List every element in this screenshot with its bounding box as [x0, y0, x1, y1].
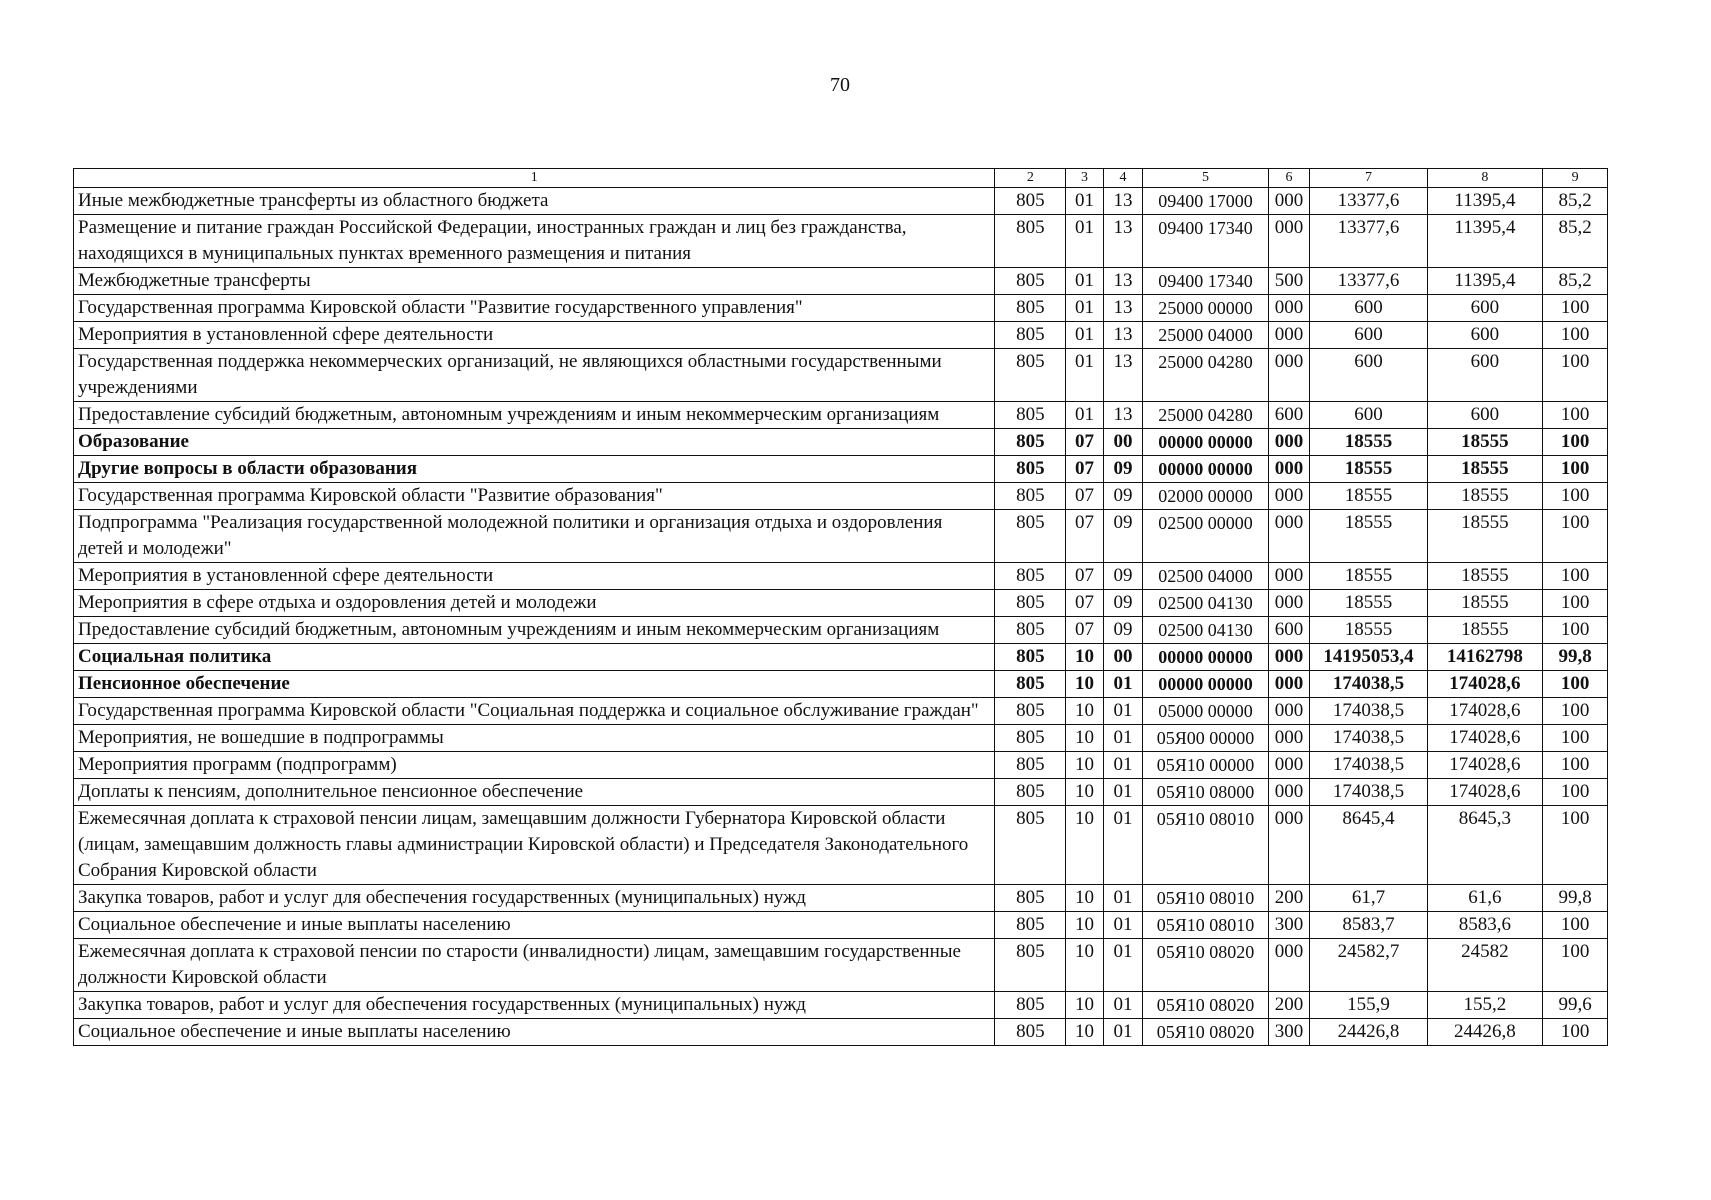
ministry-code: 805: [995, 671, 1066, 698]
expense-type-code: 000: [1268, 806, 1310, 885]
execution-percent: 100: [1543, 1019, 1608, 1046]
target-article-code: 05Я10 08010: [1143, 885, 1269, 912]
column-number: 6: [1268, 169, 1310, 188]
table-row: [74, 992, 1608, 1019]
target-article-code: 05Я10 08010: [1143, 912, 1269, 939]
planned-amount: 24426,8: [1310, 1019, 1427, 1046]
section-code: 07: [1066, 483, 1103, 510]
target-article-code: 05000 00000: [1143, 698, 1269, 725]
executed-amount: 174028,6: [1427, 779, 1542, 806]
execution-percent: 100: [1543, 779, 1608, 806]
ministry-code: 805: [995, 1019, 1066, 1046]
table-row: [74, 349, 1608, 402]
target-article-code: 05Я10 08000: [1143, 779, 1269, 806]
column-number: 5: [1143, 169, 1269, 188]
ministry-code: 805: [995, 912, 1066, 939]
target-article-code: 25000 00000: [1143, 295, 1269, 322]
planned-amount: 174038,5: [1310, 779, 1427, 806]
execution-percent: 100: [1543, 590, 1608, 617]
ministry-code: 805: [995, 885, 1066, 912]
target-article-code: 25000 04000: [1143, 322, 1269, 349]
subsection-code: 13: [1103, 215, 1142, 268]
page-number: 70: [830, 74, 850, 96]
expense-type-code: 000: [1268, 188, 1310, 215]
section-code: 07: [1066, 510, 1103, 563]
expense-type-code: 500: [1268, 268, 1310, 295]
executed-amount: 11395,4: [1427, 268, 1542, 295]
execution-percent: 100: [1543, 456, 1608, 483]
expense-type-code: 000: [1268, 563, 1310, 590]
ministry-code: 805: [995, 725, 1066, 752]
section-code: 01: [1066, 349, 1103, 402]
table-row: [74, 644, 1608, 671]
column-number: 3: [1066, 169, 1103, 188]
expense-type-code: 000: [1268, 483, 1310, 510]
expense-type-code: 000: [1268, 295, 1310, 322]
section-code: 10: [1066, 698, 1103, 725]
table-row: [74, 295, 1608, 322]
target-article-code: 05Я10 08010: [1143, 806, 1269, 885]
target-article-code: 02000 00000: [1143, 483, 1269, 510]
executed-amount: 18555: [1427, 510, 1542, 563]
subsection-code: 13: [1103, 402, 1142, 429]
column-number: 7: [1310, 169, 1427, 188]
section-code: 10: [1066, 1019, 1103, 1046]
subsection-code: 09: [1103, 483, 1142, 510]
table-row: [74, 885, 1608, 912]
subsection-code: 01: [1103, 806, 1142, 885]
planned-amount: 13377,6: [1310, 268, 1427, 295]
execution-percent: 100: [1543, 698, 1608, 725]
execution-percent: 100: [1543, 349, 1608, 402]
planned-amount: 600: [1310, 402, 1427, 429]
subsection-code: 00: [1103, 429, 1142, 456]
item-name: Государственная программа Кировской области "Развитие государственного управления": [74, 295, 995, 322]
item-name: Иные межбюджетные трансферты из областного бюджета: [74, 188, 995, 215]
subsection-code: 09: [1103, 617, 1142, 644]
executed-amount: 24582: [1427, 939, 1542, 992]
executed-amount: 174028,6: [1427, 671, 1542, 698]
subsection-code: 09: [1103, 563, 1142, 590]
ministry-code: 805: [995, 752, 1066, 779]
section-code: 07: [1066, 429, 1103, 456]
expense-type-code: 000: [1268, 752, 1310, 779]
item-name: Межбюджетные трансферты: [74, 268, 995, 295]
target-article-code: 00000 00000: [1143, 456, 1269, 483]
executed-amount: 11395,4: [1427, 188, 1542, 215]
target-article-code: 02500 00000: [1143, 510, 1269, 563]
ministry-code: 805: [995, 779, 1066, 806]
target-article-code: 05Я10 08020: [1143, 1019, 1269, 1046]
planned-amount: 8583,7: [1310, 912, 1427, 939]
subsection-code: 09: [1103, 456, 1142, 483]
item-name: Размещение и питание граждан Российской Федерации, иностранных граждан и лиц без гражданства, находящихся в муниципальных пунктах временного размещения и питания: [74, 215, 995, 268]
planned-amount: 24582,7: [1310, 939, 1427, 992]
section-code: 10: [1066, 939, 1103, 992]
subsection-code: 01: [1103, 671, 1142, 698]
subsection-code: 09: [1103, 590, 1142, 617]
section-code: 01: [1066, 188, 1103, 215]
table-row: [74, 779, 1608, 806]
item-name: Социальное обеспечение и иные выплаты населению: [74, 912, 995, 939]
execution-percent: 100: [1543, 725, 1608, 752]
executed-amount: 11395,4: [1427, 215, 1542, 268]
table-row: [74, 617, 1608, 644]
planned-amount: 174038,5: [1310, 752, 1427, 779]
target-article-code: 05Я00 00000: [1143, 725, 1269, 752]
item-name: Закупка товаров, работ и услуг для обеспечения государственных (муниципальных) нужд: [74, 885, 995, 912]
subsection-code: 13: [1103, 322, 1142, 349]
execution-percent: 100: [1543, 322, 1608, 349]
subsection-code: 13: [1103, 295, 1142, 322]
target-article-code: 05Я10 08020: [1143, 992, 1269, 1019]
execution-percent: 85,2: [1543, 268, 1608, 295]
execution-percent: 99,8: [1543, 644, 1608, 671]
execution-percent: 100: [1543, 912, 1608, 939]
item-name: Пенсионное обеспечение: [74, 671, 995, 698]
planned-amount: 174038,5: [1310, 698, 1427, 725]
item-name: Предоставление субсидий бюджетным, автономным учреждениям и иным некоммерческим организациям: [74, 402, 995, 429]
subsection-code: 13: [1103, 188, 1142, 215]
planned-amount: 18555: [1310, 429, 1427, 456]
item-name: Мероприятия в сфере отдыха и оздоровления детей и молодежи: [74, 590, 995, 617]
executed-amount: 61,6: [1427, 885, 1542, 912]
section-code: 10: [1066, 752, 1103, 779]
execution-percent: 100: [1543, 752, 1608, 779]
table-row: [74, 1019, 1608, 1046]
section-code: 10: [1066, 779, 1103, 806]
section-code: 07: [1066, 617, 1103, 644]
execution-percent: 100: [1543, 806, 1608, 885]
executed-amount: 18555: [1427, 590, 1542, 617]
table-row: [74, 912, 1608, 939]
item-name: Мероприятия в установленной сфере деятельности: [74, 322, 995, 349]
table-row: [74, 215, 1608, 268]
planned-amount: 61,7: [1310, 885, 1427, 912]
item-name: Социальное обеспечение и иные выплаты населению: [74, 1019, 995, 1046]
section-code: 10: [1066, 992, 1103, 1019]
ministry-code: 805: [995, 349, 1066, 402]
table-row: [74, 671, 1608, 698]
item-name: Социальная политика: [74, 644, 995, 671]
table-row: [74, 939, 1608, 992]
item-name: Ежемесячная доплата к страховой пенсии по старости (инвалидности) лицам, замещавшим государственные должности Кировской области: [74, 939, 995, 992]
section-code: 01: [1066, 215, 1103, 268]
executed-amount: 174028,6: [1427, 752, 1542, 779]
subsection-code: 13: [1103, 349, 1142, 402]
planned-amount: 600: [1310, 295, 1427, 322]
executed-amount: 174028,6: [1427, 698, 1542, 725]
target-article-code: 09400 17000: [1143, 188, 1269, 215]
execution-percent: 100: [1543, 429, 1608, 456]
executed-amount: 600: [1427, 349, 1542, 402]
item-name: Доплаты к пенсиям, дополнительное пенсионное обеспечение: [74, 779, 995, 806]
table-row: [74, 752, 1608, 779]
target-article-code: 09400 17340: [1143, 268, 1269, 295]
ministry-code: 805: [995, 563, 1066, 590]
execution-percent: 85,2: [1543, 188, 1608, 215]
table-row: [74, 402, 1608, 429]
table-row: [74, 268, 1608, 295]
ministry-code: 805: [995, 483, 1066, 510]
column-number: 2: [995, 169, 1066, 188]
expense-type-code: 000: [1268, 698, 1310, 725]
expense-type-code: 000: [1268, 510, 1310, 563]
table-row: [74, 563, 1608, 590]
table-row: [74, 698, 1608, 725]
target-article-code: 02500 04130: [1143, 617, 1269, 644]
planned-amount: 155,9: [1310, 992, 1427, 1019]
executed-amount: 8583,6: [1427, 912, 1542, 939]
executed-amount: 24426,8: [1427, 1019, 1542, 1046]
execution-percent: 100: [1543, 617, 1608, 644]
ministry-code: 805: [995, 188, 1066, 215]
executed-amount: 174028,6: [1427, 725, 1542, 752]
expense-type-code: 000: [1268, 779, 1310, 806]
ministry-code: 805: [995, 992, 1066, 1019]
subsection-code: 01: [1103, 752, 1142, 779]
ministry-code: 805: [995, 590, 1066, 617]
expense-type-code: 000: [1268, 322, 1310, 349]
planned-amount: 18555: [1310, 563, 1427, 590]
ministry-code: 805: [995, 322, 1066, 349]
target-article-code: 02500 04000: [1143, 563, 1269, 590]
planned-amount: 18555: [1310, 483, 1427, 510]
planned-amount: 174038,5: [1310, 725, 1427, 752]
item-name: Подпрограмма "Реализация государственной молодежной политики и организация отдыха и оздоровления детей и молодежи": [74, 510, 995, 563]
expense-type-code: 000: [1268, 215, 1310, 268]
section-code: 10: [1066, 912, 1103, 939]
table-row: [74, 725, 1608, 752]
column-number: 9: [1543, 169, 1608, 188]
column-number-row: [74, 169, 1608, 188]
ministry-code: 805: [995, 402, 1066, 429]
planned-amount: 18555: [1310, 617, 1427, 644]
ministry-code: 805: [995, 295, 1066, 322]
target-article-code: 09400 17340: [1143, 215, 1269, 268]
execution-percent: 100: [1543, 563, 1608, 590]
section-code: 07: [1066, 563, 1103, 590]
subsection-code: 13: [1103, 268, 1142, 295]
expense-type-code: 000: [1268, 644, 1310, 671]
section-code: 10: [1066, 885, 1103, 912]
executed-amount: 18555: [1427, 429, 1542, 456]
item-name: Ежемесячная доплата к страховой пенсии лицам, замещавшим должности Губернатора Кировской области (лицам, замещавшим должность главы администрации Кировской области) и Председателя Законодательного Собрания Кировской области: [74, 806, 995, 885]
target-article-code: 05Я10 00000: [1143, 752, 1269, 779]
planned-amount: 600: [1310, 322, 1427, 349]
ministry-code: 805: [995, 644, 1066, 671]
section-code: 10: [1066, 725, 1103, 752]
execution-percent: 100: [1543, 510, 1608, 563]
executed-amount: 155,2: [1427, 992, 1542, 1019]
subsection-code: 01: [1103, 779, 1142, 806]
executed-amount: 600: [1427, 402, 1542, 429]
target-article-code: 05Я10 08020: [1143, 939, 1269, 992]
item-name: Другие вопросы в области образования: [74, 456, 995, 483]
execution-percent: 100: [1543, 483, 1608, 510]
item-name: Мероприятия программ (подпрограмм): [74, 752, 995, 779]
expense-type-code: 300: [1268, 1019, 1310, 1046]
ministry-code: 805: [995, 806, 1066, 885]
item-name: Государственная программа Кировской области "Развитие образования": [74, 483, 995, 510]
expense-type-code: 000: [1268, 671, 1310, 698]
item-name: Мероприятия в установленной сфере деятельности: [74, 563, 995, 590]
item-name: Образование: [74, 429, 995, 456]
execution-percent: 85,2: [1543, 215, 1608, 268]
expense-type-code: 000: [1268, 725, 1310, 752]
target-article-code: 00000 00000: [1143, 644, 1269, 671]
planned-amount: 13377,6: [1310, 215, 1427, 268]
executed-amount: 14162798: [1427, 644, 1542, 671]
subsection-code: 01: [1103, 912, 1142, 939]
planned-amount: 18555: [1310, 456, 1427, 483]
section-code: 01: [1066, 322, 1103, 349]
table-row: [74, 456, 1608, 483]
expense-type-code: 600: [1268, 402, 1310, 429]
execution-percent: 99,8: [1543, 885, 1608, 912]
expense-type-code: 000: [1268, 349, 1310, 402]
column-number: 1: [74, 169, 995, 188]
subsection-code: 01: [1103, 885, 1142, 912]
item-name: Мероприятия, не вошедшие в подпрограммы: [74, 725, 995, 752]
execution-percent: 100: [1543, 295, 1608, 322]
column-number: 4: [1103, 169, 1142, 188]
section-code: 01: [1066, 402, 1103, 429]
ministry-code: 805: [995, 617, 1066, 644]
planned-amount: 8645,4: [1310, 806, 1427, 885]
expense-type-code: 300: [1268, 912, 1310, 939]
target-article-code: 00000 00000: [1143, 429, 1269, 456]
subsection-code: 01: [1103, 1019, 1142, 1046]
section-code: 10: [1066, 671, 1103, 698]
table-row: [74, 590, 1608, 617]
expense-type-code: 600: [1268, 617, 1310, 644]
column-number: 8: [1427, 169, 1542, 188]
executed-amount: 600: [1427, 295, 1542, 322]
executed-amount: 18555: [1427, 483, 1542, 510]
table-row: [74, 510, 1608, 563]
expense-type-code: 000: [1268, 590, 1310, 617]
subsection-code: 01: [1103, 992, 1142, 1019]
section-code: 10: [1066, 806, 1103, 885]
target-article-code: 25000 04280: [1143, 402, 1269, 429]
planned-amount: 14195053,4: [1310, 644, 1427, 671]
executed-amount: 18555: [1427, 563, 1542, 590]
planned-amount: 13377,6: [1310, 188, 1427, 215]
table-row: [74, 483, 1608, 510]
target-article-code: 25000 04280: [1143, 349, 1269, 402]
ministry-code: 805: [995, 510, 1066, 563]
planned-amount: 174038,5: [1310, 671, 1427, 698]
planned-amount: 600: [1310, 349, 1427, 402]
execution-percent: 99,6: [1543, 992, 1608, 1019]
expense-type-code: 200: [1268, 885, 1310, 912]
subsection-code: 09: [1103, 510, 1142, 563]
item-name: Предоставление субсидий бюджетным, автономным учреждениям и иным некоммерческим организациям: [74, 617, 995, 644]
section-code: 10: [1066, 644, 1103, 671]
subsection-code: 01: [1103, 698, 1142, 725]
subsection-code: 01: [1103, 725, 1142, 752]
table-row: [74, 429, 1608, 456]
table-row: [74, 188, 1608, 215]
section-code: 07: [1066, 590, 1103, 617]
item-name: Закупка товаров, работ и услуг для обеспечения государственных (муниципальных) нужд: [74, 992, 995, 1019]
section-code: 01: [1066, 295, 1103, 322]
ministry-code: 805: [995, 429, 1066, 456]
execution-percent: 100: [1543, 402, 1608, 429]
table-body: [74, 188, 1608, 1046]
table-row: [74, 806, 1608, 885]
budget-table: [73, 168, 1608, 1046]
executed-amount: 18555: [1427, 456, 1542, 483]
item-name: Государственная программа Кировской области "Социальная поддержка и социальное обслуживание граждан": [74, 698, 995, 725]
expense-type-code: 000: [1268, 939, 1310, 992]
subsection-code: 00: [1103, 644, 1142, 671]
expense-type-code: 000: [1268, 429, 1310, 456]
executed-amount: 600: [1427, 322, 1542, 349]
expense-type-code: 200: [1268, 992, 1310, 1019]
ministry-code: 805: [995, 698, 1066, 725]
ministry-code: 805: [995, 268, 1066, 295]
executed-amount: 8645,3: [1427, 806, 1542, 885]
ministry-code: 805: [995, 215, 1066, 268]
item-name: Государственная поддержка некоммерческих организаций, не являющихся областными государственными учреждениями: [74, 349, 995, 402]
planned-amount: 18555: [1310, 590, 1427, 617]
planned-amount: 18555: [1310, 510, 1427, 563]
execution-percent: 100: [1543, 671, 1608, 698]
section-code: 07: [1066, 456, 1103, 483]
ministry-code: 805: [995, 939, 1066, 992]
executed-amount: 18555: [1427, 617, 1542, 644]
target-article-code: 02500 04130: [1143, 590, 1269, 617]
ministry-code: 805: [995, 456, 1066, 483]
table-row: [74, 322, 1608, 349]
target-article-code: 00000 00000: [1143, 671, 1269, 698]
subsection-code: 01: [1103, 939, 1142, 992]
expense-type-code: 000: [1268, 456, 1310, 483]
section-code: 01: [1066, 268, 1103, 295]
execution-percent: 100: [1543, 939, 1608, 992]
